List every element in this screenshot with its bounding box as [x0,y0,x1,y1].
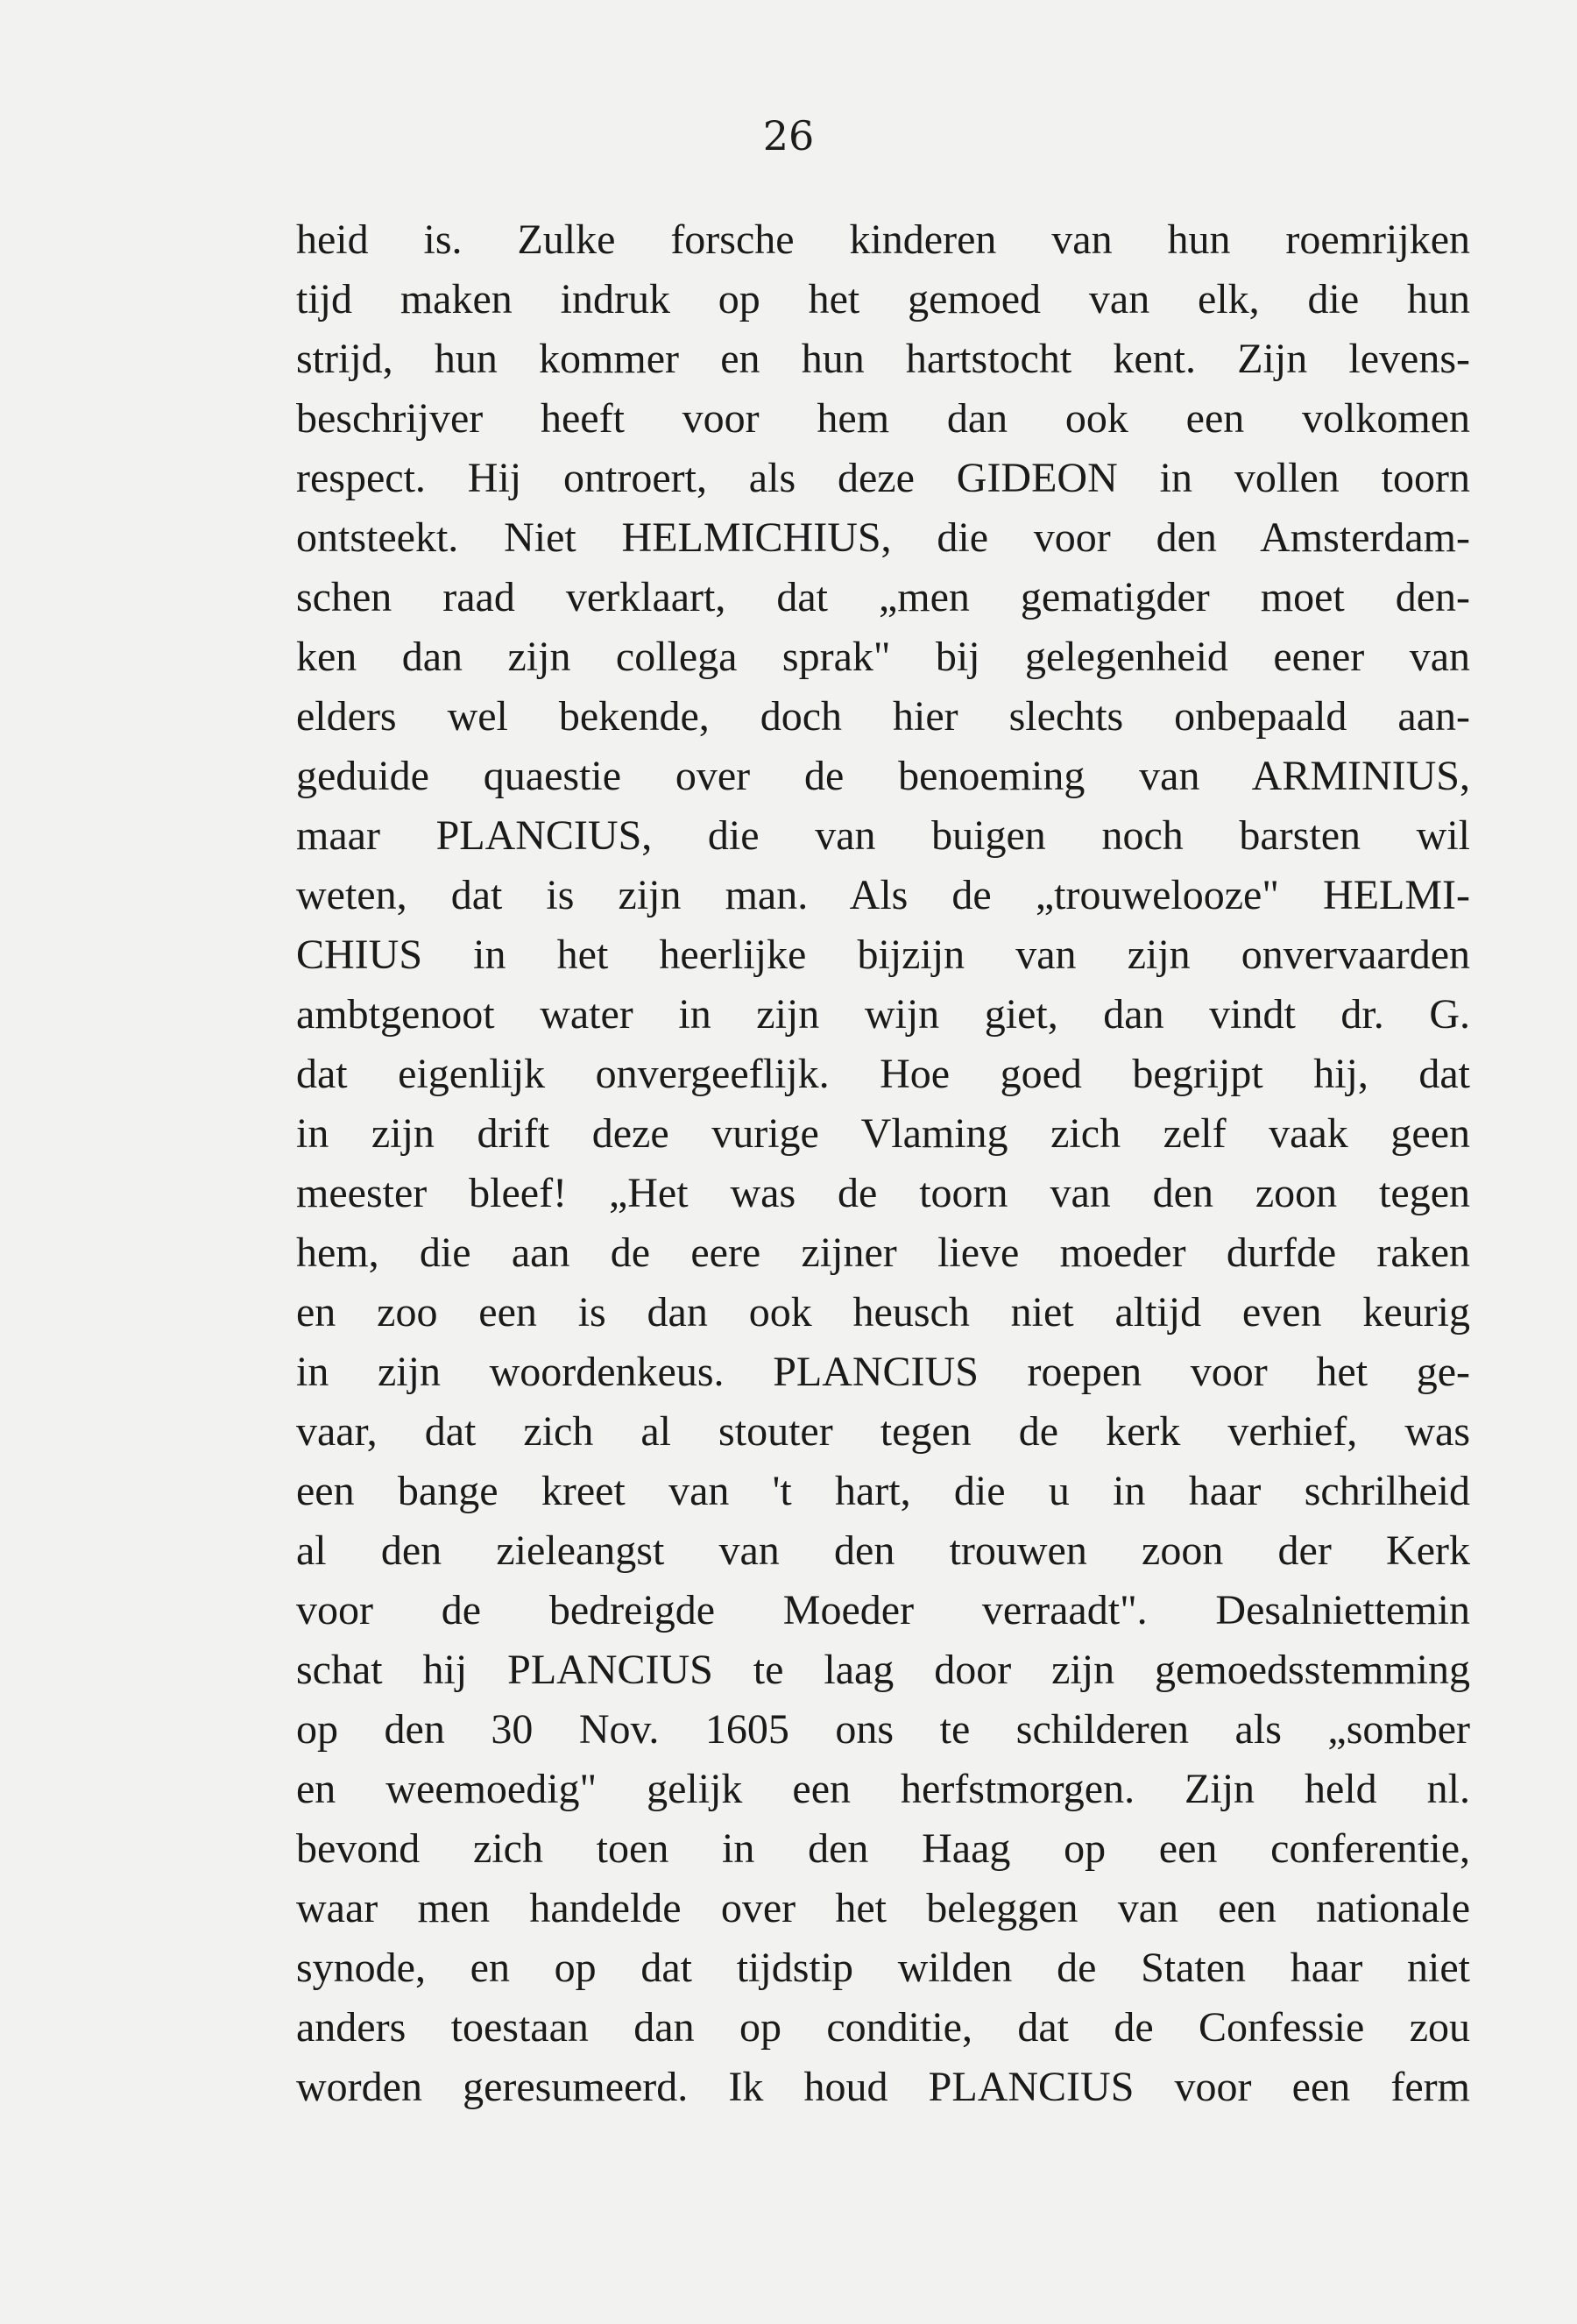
text-line: strijd, hun kommer en hun hartstocht kent. Zijn levens- [296,336,1470,382]
text-line: respect. Hij ontroert, als deze GIDEON in vollen toorn [296,455,1470,501]
text-line: maar PLANCIUS, die van buigen noch barsten wil [296,812,1470,859]
text-line: en zoo een is dan ook heusch niet altijd even keurig [296,1289,1470,1336]
text-line: beschrijver heeft voor hem dan ook een volkomen [296,395,1470,442]
text-line: elders wel bekende, doch hier slechts onbepaald aan- [296,693,1470,740]
text-line: dat eigenlijk onvergeeflijk. Hoe goed begrijpt hij, dat [296,1051,1470,1097]
text-line: voor de bedreigde Moeder verraadt". Desalniettemin [296,1587,1470,1633]
text-line: ambtgenoot water in zijn wijn giet, dan vindt dr. G. [296,991,1470,1038]
text-line: heid is. Zulke forsche kinderen van hun roemrijken [296,216,1470,263]
text-line: geduide quaestie over de benoeming van ARMINIUS, [296,753,1470,799]
text-line: en weemoedig" gelijk een herfstmorgen. Zijn held nl. [296,1766,1470,1812]
text-line: bevond zich toen in den Haag op een conferentie, [296,1825,1470,1872]
text-line: ontsteekt. Niet HELMICHIUS, die voor den Amsterdam- [296,514,1470,561]
text-line: in zijn drift deze vurige Vlaming zich zelf vaak geen [296,1110,1470,1157]
text-line: anders toestaan dan op conditie, dat de Confessie zou [296,2004,1470,2051]
text-line: synode, en op dat tijdstip wilden de Staten haar niet [296,1945,1470,1991]
text-line: schen raad verklaart, dat „men gematigder moet den- [296,574,1470,620]
text-line: worden geresumeerd. Ik houd PLANCIUS voor een ferm [296,2064,1470,2110]
text-line: ken dan zijn collega sprak" bij gelegenheid eener van [296,634,1470,680]
text-line: meester bleef! „Het was de toorn van den zoon tegen [296,1170,1470,1216]
page-number: 26 [762,112,815,159]
text-line: al den zieleangst van den trouwen zoon der Kerk [296,1527,1470,1574]
body-text [296,210,1470,2117]
text-line: schat hij PLANCIUS te laag door zijn gemoedsstemming [296,1647,1470,1693]
text-line: vaar, dat zich al stouter tegen de kerk verhief, was [296,1408,1470,1455]
text-line: waar men handelde over het beleggen van een nationale [296,1885,1470,1931]
text-line: in zijn woordenkeus. PLANCIUS roepen voor het ge- [296,1349,1470,1395]
text-line: tijd maken indruk op het gemoed van elk, die hun [296,276,1470,322]
text-line: CHIUS in het heerlijke bijzijn van zijn onvervaarden [296,932,1470,978]
text-line: een bange kreet van 't hart, die u in haar schrilheid [296,1468,1470,1514]
text-line: op den 30 Nov. 1605 ons te schilderen als „somber [296,1706,1470,1753]
text-line: hem, die aan de eere zijner lieve moeder durfde raken [296,1229,1470,1276]
text-line: weten, dat is zijn man. Als de „trouwelooze" HELMI- [296,872,1470,918]
